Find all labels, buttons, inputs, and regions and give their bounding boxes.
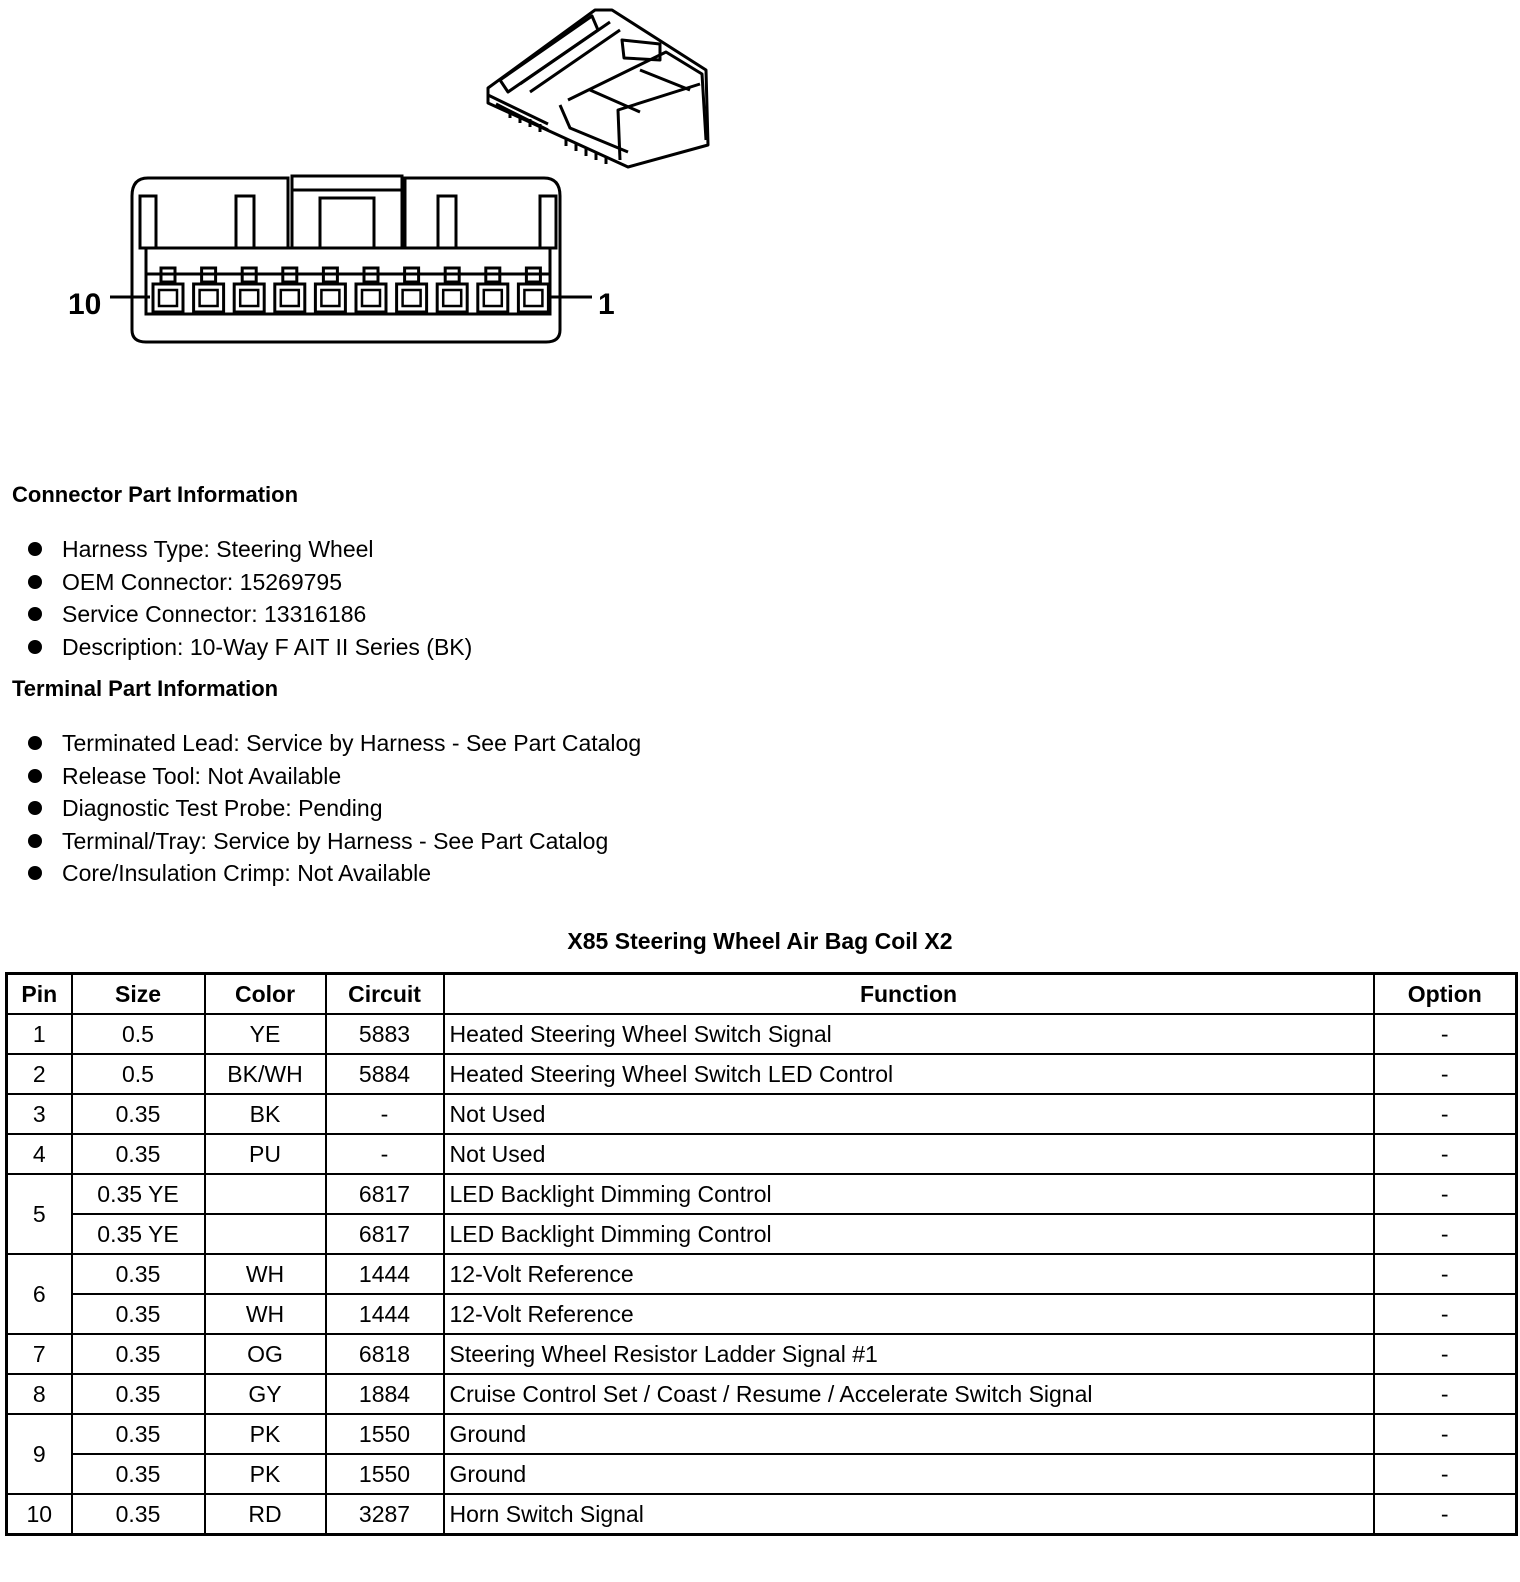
- list-item-text: Terminal/Tray: Service by Harness - See Part Catalog: [62, 827, 609, 854]
- cell-function: Heated Steering Wheel Switch Signal: [444, 1014, 1374, 1054]
- cell-function: Cruise Control Set / Coast / Resume / Accelerate Switch Signal: [444, 1374, 1374, 1414]
- cell-circuit: 1550: [326, 1454, 444, 1494]
- cell-circuit: 1550: [326, 1414, 444, 1454]
- cell-size: 0.5: [72, 1054, 205, 1094]
- cell-size: 0.35: [72, 1334, 205, 1374]
- table-body: [7, 1014, 1517, 1535]
- cell-circuit: 5884: [326, 1054, 444, 1094]
- bullet-icon: [28, 866, 42, 880]
- list-item-text: Service Connector: 13316186: [62, 601, 367, 627]
- cell-pin: 4: [7, 1134, 72, 1174]
- cell-function: LED Backlight Dimming Control: [444, 1214, 1374, 1254]
- cell-function: 12-Volt Reference: [444, 1254, 1374, 1294]
- cell-pin: 9: [7, 1414, 72, 1494]
- cell-color: GY: [205, 1374, 326, 1414]
- cell-pin: 1: [7, 1014, 72, 1054]
- list-item: [28, 760, 641, 793]
- cell-size: 0.35: [72, 1134, 205, 1174]
- cell-pin: 6: [7, 1254, 72, 1334]
- table-header-row: [7, 974, 1517, 1015]
- list-item: [28, 792, 641, 825]
- cell-circuit: 3287: [326, 1494, 444, 1535]
- list-item: [28, 598, 472, 631]
- connector-face-view: [110, 176, 592, 342]
- bullet-icon: [28, 607, 42, 621]
- table-row: [7, 1134, 1517, 1174]
- list-item-text: Terminated Lead: Service by Harness - See Part Catalog: [62, 730, 642, 756]
- list-item: [28, 533, 472, 566]
- table-row: [7, 1214, 1517, 1254]
- cell-color: WH: [205, 1294, 326, 1334]
- table-row: [7, 1414, 1517, 1454]
- cell-size: 0.35: [72, 1414, 205, 1454]
- cell-option: -: [1374, 1054, 1517, 1094]
- cell-function: Not Used: [444, 1094, 1374, 1134]
- connector-info-list: [28, 533, 472, 663]
- cell-option: -: [1374, 1134, 1517, 1174]
- cell-size: 0.35: [72, 1454, 205, 1494]
- table-row: [7, 1334, 1517, 1374]
- cell-circuit: 1444: [326, 1254, 444, 1294]
- cell-function: Horn Switch Signal: [444, 1494, 1374, 1535]
- connector-isometric-view: [488, 10, 708, 167]
- list-item-text: Core/Insulation Crimp: Not Available: [62, 860, 432, 886]
- table-row: [7, 1374, 1517, 1414]
- bullet-icon: [28, 769, 42, 783]
- terminal-info-heading: Terminal Part Information: [12, 676, 279, 701]
- cell-option: -: [1374, 1334, 1517, 1374]
- cell-circuit: 6818: [326, 1334, 444, 1374]
- table-row: [7, 1254, 1517, 1294]
- cell-function: Not Used: [444, 1134, 1374, 1174]
- table-row: [7, 1294, 1517, 1334]
- list-item-text: Harness Type: Steering Wheel: [62, 536, 374, 562]
- column-header-option: Option: [1374, 974, 1517, 1015]
- cell-color: BK/WH: [205, 1054, 326, 1094]
- cell-option: -: [1374, 1254, 1517, 1294]
- cell-function: LED Backlight Dimming Control: [444, 1174, 1374, 1214]
- table-row: [7, 1094, 1517, 1134]
- cell-color: [205, 1214, 326, 1254]
- table-row: [7, 1174, 1517, 1214]
- column-header-function: Function: [444, 974, 1374, 1015]
- list-item: [28, 631, 472, 664]
- cell-color: [205, 1174, 326, 1214]
- cell-function: Ground: [444, 1414, 1374, 1454]
- cell-color: WH: [205, 1254, 326, 1294]
- cell-circuit: 1444: [326, 1294, 444, 1334]
- cell-function: Ground: [444, 1454, 1374, 1494]
- list-item-text: Description: 10-Way F AIT II Series (BK): [62, 633, 473, 660]
- list-item: [28, 857, 641, 890]
- bullet-icon: [28, 542, 42, 556]
- list-item-text: Diagnostic Test Probe: Pending: [62, 795, 383, 821]
- bullet-icon: [28, 736, 42, 750]
- cell-circuit: 6817: [326, 1174, 444, 1214]
- cell-circuit: 6817: [326, 1214, 444, 1254]
- bullet-icon: [28, 834, 42, 848]
- cell-option: -: [1374, 1374, 1517, 1414]
- pin-label-right: 1: [598, 288, 615, 321]
- cell-option: -: [1374, 1174, 1517, 1214]
- cell-size: 0.35: [72, 1374, 205, 1414]
- cell-circuit: 5883: [326, 1014, 444, 1054]
- cell-pin: 10: [7, 1494, 72, 1535]
- bullet-icon: [28, 640, 42, 654]
- cell-size: 0.35: [72, 1494, 205, 1535]
- connector-diagram: [0, 0, 760, 360]
- list-item: [28, 825, 641, 858]
- list-item-text: OEM Connector: 15269795: [62, 568, 343, 595]
- cell-color: PK: [205, 1414, 326, 1454]
- cell-size: 0.35 YE: [72, 1174, 205, 1214]
- list-item: [28, 727, 641, 760]
- cell-pin: 2: [7, 1054, 72, 1094]
- table-title: X85 Steering Wheel Air Bag Coil X2: [567, 928, 953, 954]
- terminal-info-list: [28, 727, 641, 890]
- list-item-text: Release Tool: Not Available: [62, 762, 342, 789]
- cell-option: -: [1374, 1294, 1517, 1334]
- cell-size: 0.5: [72, 1014, 205, 1054]
- column-header-circuit: Circuit: [326, 974, 444, 1015]
- cell-option: -: [1374, 1454, 1517, 1494]
- cell-size: 0.35: [72, 1254, 205, 1294]
- cell-function: 12-Volt Reference: [444, 1294, 1374, 1334]
- cell-circuit: -: [326, 1094, 444, 1134]
- table-row: [7, 1014, 1517, 1054]
- cell-circuit: -: [326, 1134, 444, 1174]
- cell-size: 0.35: [72, 1294, 205, 1334]
- cell-size: 0.35: [72, 1094, 205, 1134]
- table-row: [7, 1454, 1517, 1494]
- cell-function: Steering Wheel Resistor Ladder Signal #1: [444, 1334, 1374, 1374]
- connector-info-heading: Connector Part Information: [12, 482, 299, 507]
- cell-color: OG: [205, 1334, 326, 1374]
- cell-option: -: [1374, 1494, 1517, 1535]
- cell-pin: 8: [7, 1374, 72, 1414]
- cell-option: -: [1374, 1094, 1517, 1134]
- cell-pin: 7: [7, 1334, 72, 1374]
- cell-color: RD: [205, 1494, 326, 1535]
- cell-option: -: [1374, 1014, 1517, 1054]
- list-item: [28, 566, 472, 599]
- cell-pin: 5: [7, 1174, 72, 1254]
- cell-color: PU: [205, 1134, 326, 1174]
- cell-color: PK: [205, 1454, 326, 1494]
- cell-circuit: 1884: [326, 1374, 444, 1414]
- table-row: [7, 1494, 1517, 1535]
- cell-option: -: [1374, 1214, 1517, 1254]
- bullet-icon: [28, 801, 42, 815]
- column-header-color: Color: [205, 974, 326, 1015]
- bullet-icon: [28, 575, 42, 589]
- cell-size: 0.35 YE: [72, 1214, 205, 1254]
- pinout-table: [5, 972, 1518, 1536]
- column-header-size: Size: [72, 974, 205, 1015]
- cell-pin: 3: [7, 1094, 72, 1134]
- pin-label-left: 10: [68, 288, 102, 321]
- cell-color: BK: [205, 1094, 326, 1134]
- cell-color: YE: [205, 1014, 326, 1054]
- cell-function: Heated Steering Wheel Switch LED Control: [444, 1054, 1374, 1094]
- table-row: [7, 1054, 1517, 1094]
- cell-option: -: [1374, 1414, 1517, 1454]
- column-header-pin: Pin: [7, 974, 72, 1015]
